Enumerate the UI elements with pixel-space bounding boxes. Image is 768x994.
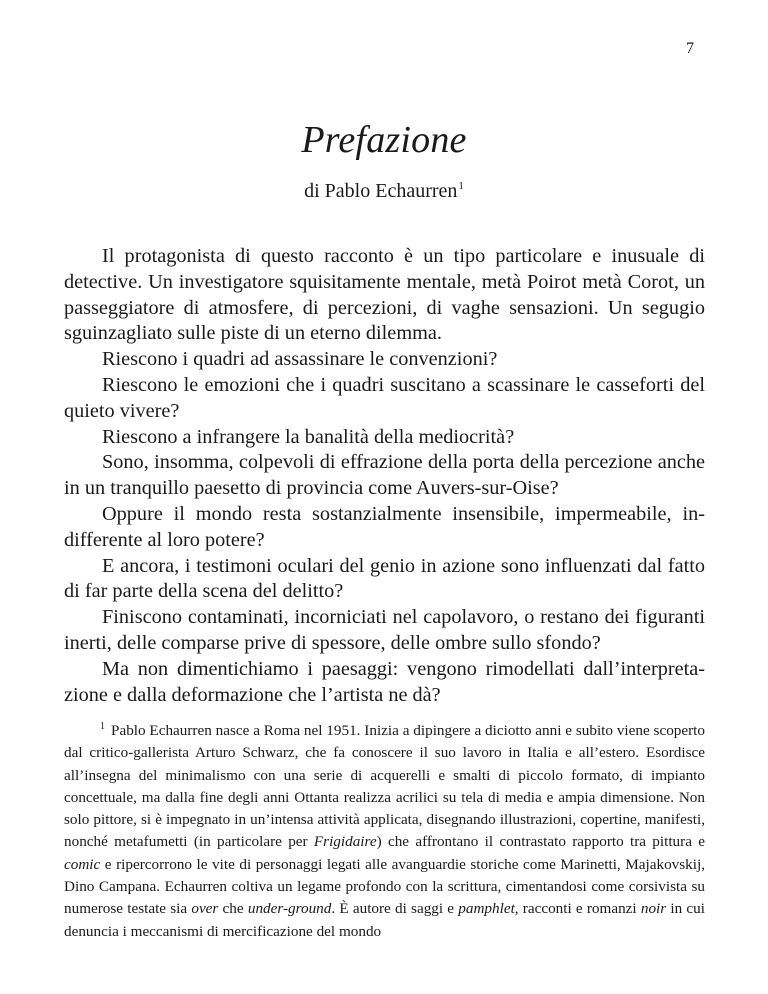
paragraph: Sono, insomma, colpevoli di effrazione della porta della percezione anche in un tranquillo paesetto di provincia come Auvers-sur-Oise? [64, 451, 705, 500]
paragraph: Oppure il mondo resta sostanzialmente insensibile, impermeabile, indifferente al loro potere? [64, 502, 705, 551]
author-byline [0, 180, 768, 203]
footnote-italic: under-ground [247, 900, 332, 918]
footnote-italic: over [191, 900, 219, 918]
page-number: 7 [686, 40, 694, 57]
paragraph: Riescono le emozioni che i quadri suscitano a scassinare le casseforti del quieto vivere? [64, 373, 705, 422]
footnote-text: . È autore di saggi e [331, 900, 459, 918]
paragraph: E ancora, i testimoni oculari del genio in azione sono influenzati dal fatto di far parte della scena del delitto? [64, 554, 705, 603]
chapter-title: Prefazione [301, 119, 467, 161]
footnote-text: che [218, 900, 248, 918]
footnote-italic: Frigidaire [313, 833, 377, 851]
footnote-text: in cui denuncia i meccanismi di mercificazione del mondo [64, 900, 705, 940]
byline-text: di Pablo Echaurren [304, 180, 458, 202]
paragraph: Il protagonista di questo racconto è un tipo particolare e inusuale di detective. Un investigatore squisitamente mentale, metà Poirot metà Corot, un passeggiatore di atmosfere, di percezioni, di vaghe sensazioni. Un segugio sguinzagliato sulle piste di un eterno dilemma. [64, 245, 705, 345]
footnote-text: , racconti e romanzi [514, 900, 641, 918]
footnote [64, 716, 705, 943]
paragraph: Riescono i quadri ad assassinare le convenzioni? [102, 348, 498, 371]
footnote-text: ) che affrontano il contrastato rapporto tra pittura e [376, 833, 705, 851]
body-text [64, 244, 705, 708]
paragraph: Ma non dimentichiamo i paesaggi: vengono rimodellati dall’interpretazione e dalla deformazione che l’artista ne dà? [64, 657, 705, 706]
footnote-mark: 1 [100, 721, 105, 732]
footnote-text: e ripercorrono le vite di personaggi legati alle avanguardie storiche come Marinetti, Majakovskij, Dino Campana. Echaurren coltiva un legame profondo con la scrittura, cimentandosi come corsivista su numerose testate sia [64, 855, 705, 918]
footnote-reference: 1 [458, 180, 464, 192]
footnote-paragraph [64, 716, 705, 943]
footnote-italic: comic [64, 855, 101, 873]
paragraph: Finiscono contaminati, incorniciati nel capolavoro, o restano dei figuranti inerti, delle comparse prive di spessore, delle ombre sullo sfondo? [64, 606, 705, 654]
footnote-text: Pablo Echaurren nasce a Roma nel 1951. Inizia a dipingere a diciotto anni e subito viene scoperto dal critico-gallerista Arturo Schwarz, che fa conoscere il suo lavoro in Italia e all’estero. Esordisce all’insegna del minimalismo con una serie di acquerelli e smalti di piccolo formato, di impianto concettuale, ma dalla fine degli anni Ottanta realizza acrilici su tela di media e ampia dimensione. Non solo pittore, si è impegnato in un’intensa attività applicata, disegnando illustrazioni, copertine, manifesti, nonché metafumetti (in particolare per [64, 722, 705, 851]
paragraph: Riescono a infrangere la banalità della mediocrità? [102, 425, 515, 448]
footnote-italic: noir [640, 900, 667, 918]
footnote-italic: pamphlet [458, 900, 515, 918]
